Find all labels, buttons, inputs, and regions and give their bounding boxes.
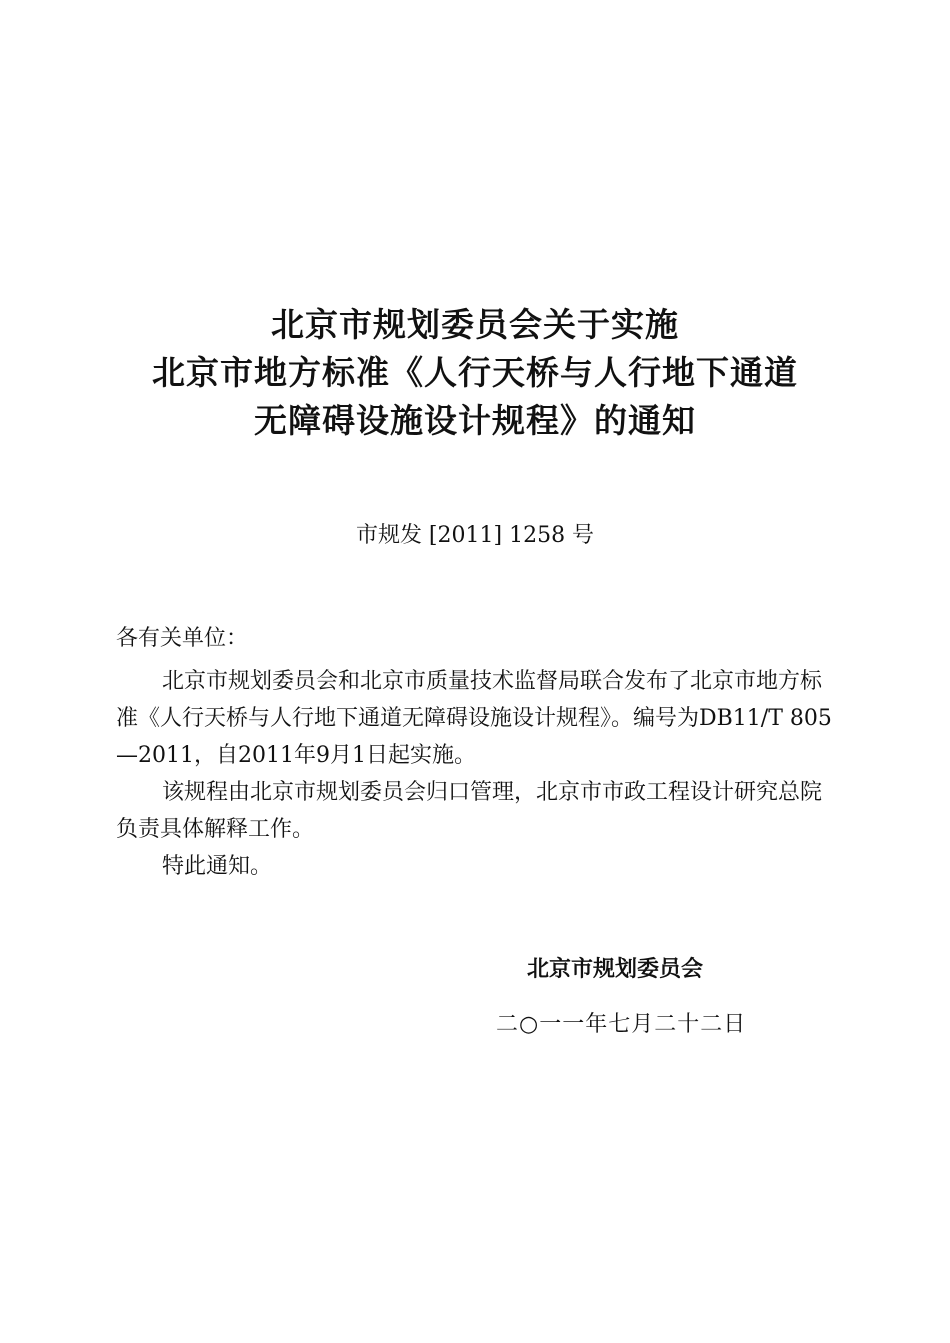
body-paragraph-3: 特此通知。 <box>162 854 273 879</box>
notice-title-line-2: 北京市地方标准《人行天桥与人行地下通道 <box>152 353 798 392</box>
body-paragraph-2: 该规程由北京市规划委员会归口管理，北京市市政工程设计研究总院负责具体解释工作。 <box>116 780 823 842</box>
body-paragraph-1: 北京市规划委员会和北京市质量技术监督局联合发布了北京市地方标准《人行天桥与人行地下通道无障碍设施设计规程》。编号为DB11/T 805—2011，自2011年9月1日起实施。 <box>116 669 832 768</box>
notice-title-line-3: 无障碍设施设计规程》的通知 <box>254 401 696 440</box>
signer-organization: 北京市规划委员会 <box>527 957 704 982</box>
salutation: 各有关单位： <box>116 626 249 651</box>
issue-date: 二○一一年七月二十二日 <box>496 1012 747 1037</box>
document-number: 市规发 [2011] 1258 号 <box>355 523 595 548</box>
notice-title-line-1: 北京市规划委员会关于实施 <box>271 305 679 344</box>
